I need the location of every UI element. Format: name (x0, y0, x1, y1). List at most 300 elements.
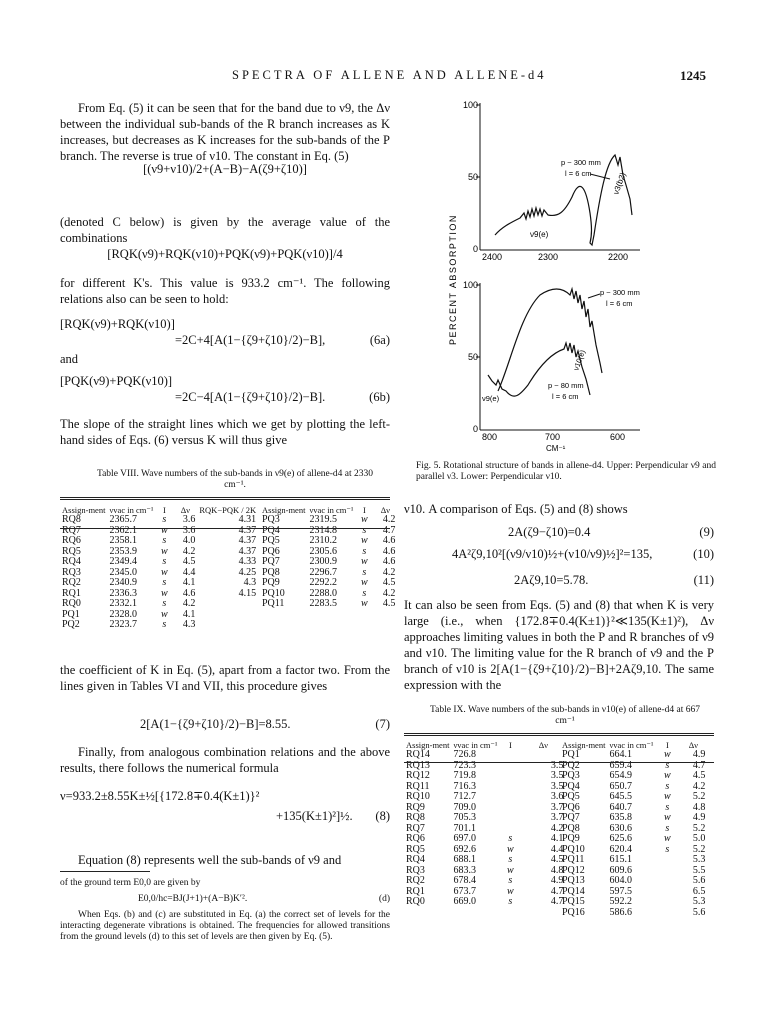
frequency-cell: 654.9 (609, 770, 632, 781)
assignment-cell: PQ2 (62, 619, 80, 630)
table-8-header-nu: νvac in cm⁻¹ (109, 505, 154, 515)
table-row (60, 547, 258, 558)
delta-cell: 4.9 (550, 875, 564, 886)
right-paragraph-2: It can also be seen from Eqs. (5) and (8) that when K is very large (i.e., when {172.8∓0.4(K±1)}²≪135(K±1)²), Δν approaches limiting values in both the P and R branches of ν9 and ν10. The limiting value for the R branch of ν9 and the P branch of ν10 is 2[A(1−{ζ9+ζ10}/2)−B]+2Aζ9,10. The same expression with the (404, 598, 714, 692)
frequency-cell: 650.7 (609, 780, 632, 792)
equation-6a-line1: [RQK(ν9)+RQK(ν10)] (60, 317, 175, 331)
left-paragraph-7: Equation (8) represents well the sub-bands of ν9 and (78, 853, 342, 867)
lower-xtick-label-700: 700 (545, 432, 561, 442)
delta-cell: 5.2 (692, 791, 706, 802)
assignment-cell: RQ2 (406, 875, 425, 886)
frequency-cell: 586.6 (609, 906, 632, 918)
equation-9 (404, 524, 714, 542)
delta-cell: 4.2 (182, 598, 196, 609)
intensity-cell (499, 813, 521, 824)
assignment-cell: RQ7 (62, 524, 81, 536)
delta-cell: 4.1 (182, 577, 196, 588)
frequency-cell: 664.1 (609, 749, 632, 760)
upper-spectrum-curve (495, 155, 632, 245)
intensity-cell (499, 792, 521, 803)
assignment-cell: PQ3 (562, 770, 580, 781)
intensity-cell: w (361, 577, 368, 588)
ratio-cell: 4.31 (238, 514, 257, 525)
frequency-cell: 719.8 (453, 770, 476, 781)
assignment-cell: RQ9 (406, 801, 425, 813)
table-row (60, 578, 258, 589)
table-9-header-nu-2: νvac in cm⁻¹ (609, 740, 654, 750)
upper-annotation-arrow (590, 174, 610, 179)
lower-x-unit: CM⁻¹ (546, 444, 566, 453)
table-row (404, 803, 565, 814)
assignment-cell: PQ7 (562, 812, 580, 823)
ratio-cell: 4.33 (238, 556, 257, 567)
frequency-cell: 2328.0 (109, 608, 137, 620)
delta-cell: 4.7 (550, 885, 564, 897)
equation-6b (60, 373, 390, 407)
upper-annotation-pressure: p ~ 300 mm (561, 158, 601, 167)
intensity-cell: s (508, 854, 513, 865)
equation-6a-number: (6a) (369, 333, 390, 347)
frequency-cell: 683.3 (453, 864, 476, 876)
frequency-cell: 630.6 (609, 822, 632, 834)
frequency-cell: 669.0 (453, 896, 476, 907)
ratio-cell (197, 599, 258, 610)
equation-11-body: 2Aζ9,10=5.78. (514, 573, 589, 587)
delta-cell: 5.2 (692, 843, 706, 855)
equation-10-number: (10) (693, 547, 714, 561)
equation-7 (60, 716, 390, 734)
delta-cell: 5.3 (692, 896, 706, 907)
delta-cell: 4.5 (182, 556, 196, 567)
delta-cell: 4.8 (550, 864, 564, 876)
table-8-header-nu-2: νvac in cm⁻¹ (309, 505, 354, 515)
figure-ylabel: PERCENT ABSORPTION (448, 214, 458, 345)
delta-cell: 6.5 (692, 885, 706, 897)
delta-cell: 3.7 (550, 812, 564, 823)
delta-cell: 3.6 (550, 791, 564, 802)
equation-6b-number: (6b) (369, 390, 390, 404)
table-row (404, 887, 565, 898)
table-row (560, 803, 707, 814)
table-row (60, 620, 258, 631)
table-row (260, 536, 397, 547)
table-row (404, 897, 565, 908)
frequency-cell: 2283.5 (309, 598, 337, 609)
lower-ytick-label-100: 100 (463, 280, 479, 290)
equation-6b-line2: =2C−4[A(1−{ζ9+ζ10}/2)−B]. (175, 390, 326, 404)
equation-9-number: (9) (699, 525, 714, 539)
frequency-cell: 625.6 (609, 833, 632, 844)
upper-ytick-label-50: 50 (468, 172, 479, 182)
assignment-cell: RQ10 (406, 791, 430, 802)
left-paragraph-4: The slope of the straight lines which we get by plotting the left-hand sides of Eqs. (6) versus K will thus give (60, 417, 390, 447)
table-8-header-delta-2: Δν (380, 505, 391, 515)
intensity-cell (499, 750, 521, 761)
intensity-cell: w (664, 833, 671, 844)
footnote-text-2: When Eqs. (b) and (c) are substituted in Eq. (a) the correct set of levels for the interacting degenerate vibrations is obtained. The frequencies for allowed transitions from the ground levels (d) to this set of levels are then given by Eq. (5). (60, 910, 390, 942)
intensity-cell: s (665, 822, 670, 834)
ratio-cell: 4.37 (238, 535, 257, 546)
table-row (560, 824, 707, 835)
frequency-cell: 2336.3 (109, 587, 137, 599)
equation-7-body: 2[A(1−{ζ9+ζ10}/2)−B]=8.55. (140, 717, 291, 731)
delta-cell: 4.0 (182, 535, 196, 546)
assignment-cell: RQ1 (62, 587, 81, 599)
intensity-cell: w (361, 535, 368, 546)
equation-8-line2: +135(K±1)²]½. (276, 809, 353, 823)
footnote-rule (60, 871, 150, 872)
frequency-cell: 597.5 (609, 885, 632, 897)
table-9-header-assignment: Assign-ment (406, 740, 450, 750)
assignment-cell: PQ9 (562, 833, 580, 844)
equation-8-line1: ν=933.2±8.55K±½[{172.8∓0.4(K±1)}² (60, 789, 260, 803)
table-row (404, 845, 565, 856)
delta-cell: 3.5 (550, 759, 564, 771)
delta-cell: 4.2 (382, 566, 396, 578)
table-row (404, 866, 565, 877)
table-row (404, 834, 565, 845)
table-9-header-delta-2: Δν (688, 740, 699, 750)
delta-cell: 3.6 (182, 514, 196, 525)
table-row (560, 750, 707, 761)
intensity-cell: s (162, 619, 167, 630)
lower-spectrum-curve-high (498, 289, 602, 391)
ratio-cell: 4.3 (243, 577, 257, 588)
lower-annotation-arrow-1 (588, 294, 600, 298)
intensity-cell: s (162, 514, 167, 525)
table-9-right (560, 741, 707, 918)
assignment-cell: RQ7 (406, 822, 425, 834)
intensity-cell: w (664, 812, 671, 823)
delta-cell: 3.5 (550, 780, 564, 792)
assignment-cell: PQ4 (562, 780, 580, 792)
assignment-cell: PQ9 (262, 577, 280, 588)
delta-cell: 4.1 (182, 608, 196, 620)
delta-cell: 4.7 (692, 759, 706, 771)
table-row (404, 750, 565, 761)
assignment-cell: RQ6 (406, 833, 425, 844)
assignment-cell: RQ4 (406, 854, 425, 865)
left-paragraph-2: (denoted C below) is given by the average value of the combinations (60, 215, 390, 245)
table-row (404, 824, 565, 835)
frequency-cell: 673.7 (453, 885, 476, 897)
delta-cell: 4.2 (692, 780, 706, 792)
delta-cell: 4.9 (692, 812, 706, 823)
upper-ytick-label-0: 0 (473, 244, 479, 254)
intensity-cell: w (507, 843, 514, 855)
footnote-equation-body: E0,0/hc=BJ(J+1)+(A−B)K′². (138, 894, 248, 904)
right-paragraph-1: ν10. A comparison of Eqs. (5) and (8) shows (404, 502, 628, 516)
upper-ytick-label-100: 100 (463, 100, 479, 110)
lower-annotation-length-2: l = 6 cm (552, 392, 579, 401)
intensity-cell: w (664, 791, 671, 802)
frequency-cell: 678.4 (453, 875, 476, 886)
table-row (60, 599, 258, 610)
delta-cell: 3.6 (182, 524, 196, 536)
frequency-cell: 688.1 (453, 854, 476, 865)
delta-cell: 4.9 (692, 749, 706, 760)
delta-cell (521, 750, 565, 761)
frequency-cell: 592.2 (609, 896, 632, 907)
intensity-cell: w (361, 556, 368, 567)
table-row (60, 589, 258, 600)
table-row (560, 813, 707, 824)
assignment-cell: RQ8 (406, 812, 425, 823)
equation-8 (60, 786, 390, 822)
assignment-cell: RQ6 (62, 535, 81, 546)
table-row (560, 834, 707, 845)
delta-cell: 4.2 (382, 514, 396, 525)
intensity-cell: s (665, 843, 670, 855)
intensity-cell (655, 866, 679, 877)
table-9-header-rule (404, 762, 714, 763)
frequency-cell: 635.8 (609, 812, 632, 823)
running-title: SPECTRA OF ALLENE AND ALLENE-d4 (232, 68, 547, 82)
frequency-cell: 2314.8 (309, 524, 337, 536)
delta-cell: 4.3 (182, 619, 196, 630)
assignment-cell: PQ10 (562, 843, 585, 855)
table-row (560, 897, 707, 908)
upper-annotation-length: l = 6 cm (565, 169, 592, 178)
figure-5-caption: Fig. 5. Rotational structure of bands in allene-d4. Upper: Perpendicular ν9 and parallel ν3. Lower: Perpendicular ν10. (416, 461, 716, 482)
left-paragraph-6: Finally, from analogous combination relations and the above results, there follows the numerical formula (60, 745, 390, 775)
ratio-cell: 4.15 (238, 587, 257, 599)
table-row (560, 855, 707, 866)
intensity-cell: s (162, 598, 167, 609)
intensity-cell: s (362, 566, 367, 578)
intensity-cell: s (362, 545, 367, 557)
intensity-cell: w (161, 587, 168, 599)
frequency-cell: 2353.9 (109, 545, 137, 557)
equation-6a-line2: =2C+4[A(1−{ζ9+ζ10}/2)−B], (175, 333, 326, 347)
table-row (60, 557, 258, 568)
intensity-cell (655, 908, 679, 919)
table-row (560, 792, 707, 803)
delta-cell: 4.4 (182, 566, 196, 578)
frequency-cell: 692.6 (453, 843, 476, 855)
delta-cell: 4.4 (550, 843, 564, 855)
delta-cell: 4.1 (550, 833, 564, 844)
table-row (60, 536, 258, 547)
assignment-cell: PQ2 (562, 759, 580, 771)
frequency-cell: 701.1 (453, 822, 476, 834)
table-row (560, 908, 707, 919)
frequency-cell: 615.1 (609, 854, 632, 865)
intensity-cell (499, 782, 521, 793)
intensity-cell: s (665, 759, 670, 771)
table-8-left (60, 506, 258, 631)
assignment-cell: PQ8 (562, 822, 580, 834)
assignment-cell: RQ0 (406, 896, 425, 907)
table-row (60, 610, 258, 621)
assignment-cell: RQ2 (62, 577, 81, 588)
frequency-cell: 2310.2 (309, 535, 337, 546)
table-9-top-rule (404, 733, 714, 734)
table-8-header-intensity-2: I (362, 505, 366, 515)
assignment-cell: RQ3 (62, 566, 81, 578)
table-row (404, 855, 565, 866)
table-9-header-intensity: I (508, 740, 512, 750)
delta-cell: 4.7 (550, 896, 564, 907)
assignment-cell: RQ1 (406, 885, 425, 897)
assignment-cell: PQ14 (562, 885, 585, 897)
equation-6a (60, 316, 390, 350)
assignment-cell: RQ5 (62, 545, 81, 557)
intensity-cell (655, 876, 679, 887)
table-row (560, 771, 707, 782)
assignment-cell: RQ5 (406, 843, 425, 855)
frequency-cell: 2365.7 (109, 514, 137, 525)
equation-11 (404, 572, 714, 590)
frequency-cell: 2340.9 (109, 577, 137, 588)
frequency-cell: 705.3 (453, 812, 476, 823)
delta-cell: 5.6 (692, 906, 706, 918)
assignment-cell: PQ8 (262, 566, 280, 578)
assignment-cell: PQ15 (562, 896, 585, 907)
intensity-cell: w (664, 749, 671, 760)
assignment-cell: RQ4 (62, 556, 81, 567)
lower-annotation-pressure-2: p ~ 80 mm (548, 381, 584, 390)
lower-ytick-label-0: 0 (473, 424, 479, 434)
table-row (404, 771, 565, 782)
delta-cell: 5.2 (692, 822, 706, 834)
intensity-cell (499, 803, 521, 814)
table-row (60, 568, 258, 579)
intensity-cell: s (362, 524, 367, 536)
assignment-cell: PQ5 (262, 535, 280, 546)
delta-cell: 4.8 (692, 801, 706, 813)
lower-ytick-label-50: 50 (468, 352, 479, 362)
intensity-cell (655, 887, 679, 898)
equation-10 (404, 546, 714, 564)
delta-cell: 5.0 (692, 833, 706, 844)
table-row (404, 792, 565, 803)
intensity-cell: w (664, 770, 671, 781)
assignment-cell: PQ6 (562, 801, 580, 813)
table-8-header-rule (60, 528, 390, 529)
assignment-cell: RQ14 (406, 749, 430, 760)
intensity-cell: s (665, 780, 670, 792)
assignment-cell: PQ11 (262, 598, 285, 609)
assignment-cell: PQ3 (262, 514, 280, 525)
lower-xtick-label-600: 600 (610, 432, 626, 442)
assignment-cell: RQ11 (406, 780, 430, 792)
delta-cell: 4.2 (550, 822, 564, 834)
intensity-cell: s (508, 875, 513, 886)
delta-cell: 4.5 (382, 598, 396, 609)
intensity-cell: s (162, 535, 167, 546)
intensity-cell: s (362, 587, 367, 599)
delta-cell: 5.6 (692, 875, 706, 886)
table-9-top-rule-2 (404, 735, 714, 736)
intensity-cell: w (161, 566, 168, 578)
intensity-cell: s (508, 896, 513, 907)
table-9-left (404, 741, 565, 908)
delta-cell: 4.7 (382, 524, 396, 536)
delta-cell: 4.6 (182, 587, 196, 599)
table-row (260, 515, 397, 526)
upper-band-label-right: ν3(b2) (611, 171, 628, 196)
intensity-cell: s (162, 556, 167, 567)
figure-5 (440, 95, 710, 465)
intensity-cell: w (361, 598, 368, 609)
frequency-cell: 697.0 (453, 833, 476, 844)
frequency-cell: 645.5 (609, 791, 632, 802)
table-8-header-delta: Δν (180, 505, 191, 515)
table-row (260, 599, 397, 610)
frequency-cell: 2305.6 (309, 545, 337, 557)
assignment-cell: PQ16 (562, 906, 585, 918)
frequency-cell: 2332.1 (109, 598, 137, 609)
table-8-title: Table VIII. Wave numbers of the sub-bands in ν9(e) of allene-d4 at 2330 cm⁻¹. (96, 469, 374, 490)
delta-cell: 5.3 (692, 854, 706, 865)
table-8-header-intensity: I (162, 505, 166, 515)
delta-cell: 4.6 (382, 535, 396, 546)
frequency-cell: 2300.9 (309, 556, 337, 567)
intensity-cell (655, 897, 679, 908)
upper-band-label-left: ν9(e) (530, 230, 549, 239)
table-row (260, 557, 397, 568)
frequency-cell: 620.4 (609, 843, 632, 855)
assignment-cell: PQ13 (562, 875, 585, 886)
assignment-cell: PQ5 (562, 791, 580, 802)
assignment-cell: RQ8 (62, 514, 81, 525)
table-9-header-delta: Δν (538, 740, 549, 750)
delta-cell: 4.5 (550, 854, 564, 865)
page-header (0, 68, 768, 88)
table-9-header-assignment-2: Assign-ment (562, 740, 606, 750)
delta-cell: 4.2 (182, 545, 196, 557)
frequency-cell: 2288.0 (309, 587, 337, 599)
intensity-cell: s (508, 833, 513, 844)
assignment-cell: RQ3 (406, 864, 425, 876)
frequency-cell: 2319.5 (309, 514, 337, 525)
frequency-cell: 659.4 (609, 759, 632, 771)
page-number: 1245 (680, 68, 706, 83)
assignment-cell: PQ1 (562, 749, 580, 760)
table-9-header-nu: νvac in cm⁻¹ (453, 740, 498, 750)
ratio-cell (197, 610, 258, 621)
assignment-cell: PQ7 (262, 556, 280, 567)
frequency-cell: 2349.4 (109, 556, 137, 567)
assignment-cell: RQ0 (62, 598, 81, 609)
equation-11-number: (11) (693, 573, 714, 587)
upper-xtick-label-2400: 2400 (482, 252, 503, 262)
delta-cell: 3.7 (550, 801, 564, 813)
frequency-cell: 2362.1 (109, 524, 137, 536)
equation-9-body: 2A(ζ9−ζ10)=0.4 (508, 525, 591, 539)
footnote-equation-number: (d) (378, 894, 390, 904)
assignment-cell: PQ4 (262, 524, 280, 536)
assignment-cell: PQ12 (562, 864, 585, 876)
intensity-cell (655, 855, 679, 866)
delta-cell: 4.6 (382, 545, 396, 557)
table-row (404, 876, 565, 887)
footnote-text-1: of the ground term E0,0 are given by (60, 878, 201, 888)
left-paragraph-5: the coefficient of K in Eq. (5), apart from a factor two. From the lines given in Tables VI and VII, this procedure gives (60, 663, 390, 693)
equation-constant: [(ν9+ν10)/2+(A−B)−A(ζ9+ζ10)] (143, 162, 307, 176)
table-row (404, 813, 565, 824)
frequency-cell: 640.7 (609, 801, 632, 813)
frequency-cell: 716.3 (453, 780, 476, 792)
frequency-cell: 723.3 (453, 759, 476, 771)
frequency-cell: 2323.7 (109, 619, 137, 630)
table-9-header-intensity-2: I (665, 740, 669, 750)
equation-6b-line1: [PQK(ν9)+PQK(ν10)] (60, 374, 173, 388)
assignment-cell: PQ6 (262, 545, 280, 557)
ratio-cell (197, 620, 258, 631)
assignment-cell: RQ13 (406, 759, 430, 771)
